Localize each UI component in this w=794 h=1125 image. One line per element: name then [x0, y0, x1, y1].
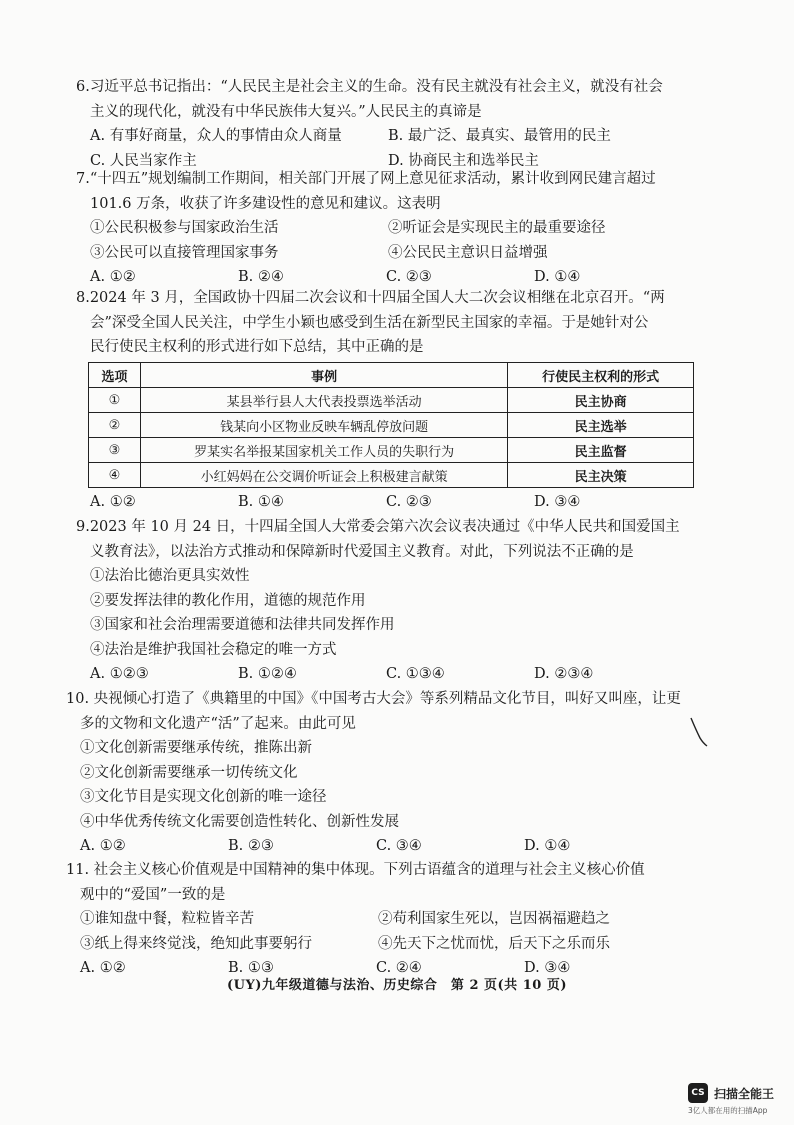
q10-item-2: ②文化创新需要继承一切传统文化: [80, 764, 298, 781]
q7-item-4: ④公民民主意识日益增强: [388, 244, 548, 261]
table-row: [89, 388, 694, 413]
question-8: [76, 286, 716, 360]
table-cell: ①: [89, 388, 141, 413]
table-row: [89, 438, 694, 463]
table-row: [89, 413, 694, 438]
table-header: 行使民主权利的形式: [508, 363, 694, 388]
q9-option-c: C. ①③④: [386, 666, 445, 682]
q10-stem-line2: 多的文物和文化遗产“活”了起来。由此可见: [80, 715, 356, 732]
q10-options: [66, 834, 706, 859]
q11-option-d: D. ③④: [524, 960, 571, 976]
camscanner-logo-icon: CS: [688, 1083, 708, 1103]
q11-item-4: ④先天下之忧而忧，后天下之乐而乐: [378, 935, 610, 952]
table-cell: 民主监督: [508, 438, 694, 463]
q9-stem-line2: 义教育法》，以法治方式推动和保障新时代爱国主义教育。对此，下列说法不正确的是: [90, 543, 634, 560]
q6-stem-line2: 主义的现代化，就没有中华民族伟大复兴。”人民民主的真谛是: [90, 103, 482, 120]
q6-stem-line1: 6.习近平总书记指出：“人民民主是社会主义的生命。没有民主就没有社会主义，就没有社会: [76, 79, 663, 95]
q10-stem-line1: 10. 央视倾心打造了《典籍里的中国》《中国考古大会》等系列精品文化节目，叫好又叫座，让更: [66, 691, 681, 707]
q7-option-c: C. ②③: [386, 269, 432, 285]
q10-option-c: C. ③④: [376, 838, 422, 854]
q11-stem-line1: 11. 社会主义核心价值观是中国精神的集中体现。下列古语蕴含的道理与社会主义核心价值: [66, 862, 645, 878]
q11-option-b: B. ①③: [228, 960, 274, 976]
q9-item-1: ①法治比德治更具实效性: [90, 568, 250, 584]
q8-option-d: D. ③④: [534, 494, 581, 510]
question-9: [76, 515, 716, 687]
q10-item-4: ④中华优秀传统文化需要创造性转化、创新性发展: [80, 813, 399, 830]
q7-items-row2: [76, 241, 716, 266]
q8-option-b: B. ①④: [238, 494, 284, 510]
q6-option-d: D. 协商民主和选举民主: [388, 152, 539, 169]
q10-item-1: ①文化创新需要继承传统，推陈出新: [80, 740, 312, 756]
q9-options: [76, 662, 716, 687]
scanner-app-name: 扫描全能王: [714, 1086, 775, 1101]
q9-option-a: A. ①②③: [90, 666, 149, 682]
table-header-row: [89, 363, 694, 388]
q7-item-1: ①公民积极参与国家政治生活: [90, 220, 279, 236]
q6-option-c: C. 人民当家作主: [90, 152, 197, 169]
table-header: 事例: [140, 363, 507, 388]
q8-options: [76, 490, 716, 515]
q9-stem-line1: 9.2023 年 10 月 24 日，十四届全国人大常委会第六次会议表决通过《中华人民共和国爱国主: [76, 519, 680, 535]
table-cell: 钱某向小区物业反映车辆乱停放问题: [140, 413, 507, 438]
table-cell: ②: [89, 413, 141, 438]
question-11: [66, 858, 706, 981]
q10-item-3: ③文化节目是实现文化创新的唯一途径: [80, 789, 327, 805]
q9-option-b: B. ①②④: [238, 666, 297, 682]
scanner-tagline: 3亿人都在用的扫描App: [688, 1106, 768, 1115]
q8-stem-line3: 民行使民主权利的形式进行如下总结，其中正确的是: [90, 339, 424, 355]
q8-option-a: A. ①②: [90, 494, 136, 510]
table-cell: 民主选举: [508, 413, 694, 438]
q8-stem-line2: 会”深受全国人民关注，中学生小颖也感受到生活在新型民主国家的幸福。于是她针对公: [90, 314, 649, 331]
table-cell: ④: [89, 463, 141, 488]
table-cell: 小红妈妈在公交调价听证会上积极建言献策: [140, 463, 507, 488]
q10-option-a: A. ①②: [80, 838, 126, 854]
question-6: [76, 75, 716, 173]
question-10: [66, 687, 706, 859]
q8-options-block: [76, 490, 716, 515]
table-header: 选项: [89, 363, 141, 388]
q7-stem-line1: 7.“十四五”规划编制工作期间，相关部门开展了网上意见征求活动，累计收到网民建言超过: [76, 171, 656, 187]
scanner-watermark: [688, 1083, 774, 1103]
q7-option-b: B. ②④: [238, 269, 284, 285]
q9-option-d: D. ②③④: [534, 666, 594, 682]
q9-item-2: ②要发挥法律的教化作用，道德的规范作用: [90, 592, 366, 609]
q8-table: [88, 362, 694, 488]
q7-item-2: ②听证会是实现民主的最重要途径: [388, 220, 606, 236]
table-cell: 罗某实名举报某国家机关工作人员的失职行为: [140, 438, 507, 463]
q11-item-1: ①谁知盘中餐，粒粒皆辛苦: [80, 911, 254, 927]
q7-stem-line2: 101.6 万条，收获了许多建设性的意见和建议。这表明: [90, 195, 441, 212]
q11-item-2: ②苟利国家生死以，岂因祸福避趋之: [378, 911, 610, 927]
q7-option-d: D. ①④: [534, 269, 581, 285]
q9-item-4: ④法治是维护我国社会稳定的唯一方式: [90, 641, 337, 658]
q6-option-a: A. 有事好商量，众人的事情由众人商量: [90, 128, 342, 144]
q8-option-c: C. ②③: [386, 494, 432, 510]
q11-items-row1: [66, 907, 706, 932]
q11-item-3: ③纸上得来终觉浅，绝知此事要躬行: [80, 935, 312, 952]
q10-option-b: B. ②③: [228, 838, 274, 854]
q7-items-row1: [76, 216, 716, 241]
question-7: [76, 167, 716, 290]
q7-option-a: A. ①②: [90, 269, 136, 285]
table-row: [89, 463, 694, 488]
q9-item-3: ③国家和社会治理需要道德和法律共同发挥作用: [90, 617, 395, 633]
pen-mark-icon: [688, 716, 710, 748]
table-cell: 民主协商: [508, 388, 694, 413]
q6-options-row1: [76, 124, 716, 149]
q6-option-b: B. 最广泛、最真实、最管用的民主: [388, 128, 611, 144]
q8-stem-line1: 8.2024 年 3 月，全国政协十四届二次会议和十四届全国人大二次会议相继在北京召开。“两: [76, 290, 665, 306]
q11-items-row2: [66, 932, 706, 957]
table-cell: ③: [89, 438, 141, 463]
table-cell: 某县举行县人大代表投票选举活动: [140, 388, 507, 413]
q11-stem-line2: 观中的“爱国”一致的是: [80, 886, 226, 903]
q10-option-d: D. ①④: [524, 838, 571, 854]
q11-option-c: C. ②④: [376, 960, 422, 976]
table-cell: 民主决策: [508, 463, 694, 488]
q11-option-a: A. ①②: [80, 960, 126, 976]
page-footer: (UY)九年级道德与法治、历史综合 第 2 页(共 10 页): [227, 978, 567, 993]
q7-item-3: ③公民可以直接管理国家事务: [90, 244, 279, 261]
